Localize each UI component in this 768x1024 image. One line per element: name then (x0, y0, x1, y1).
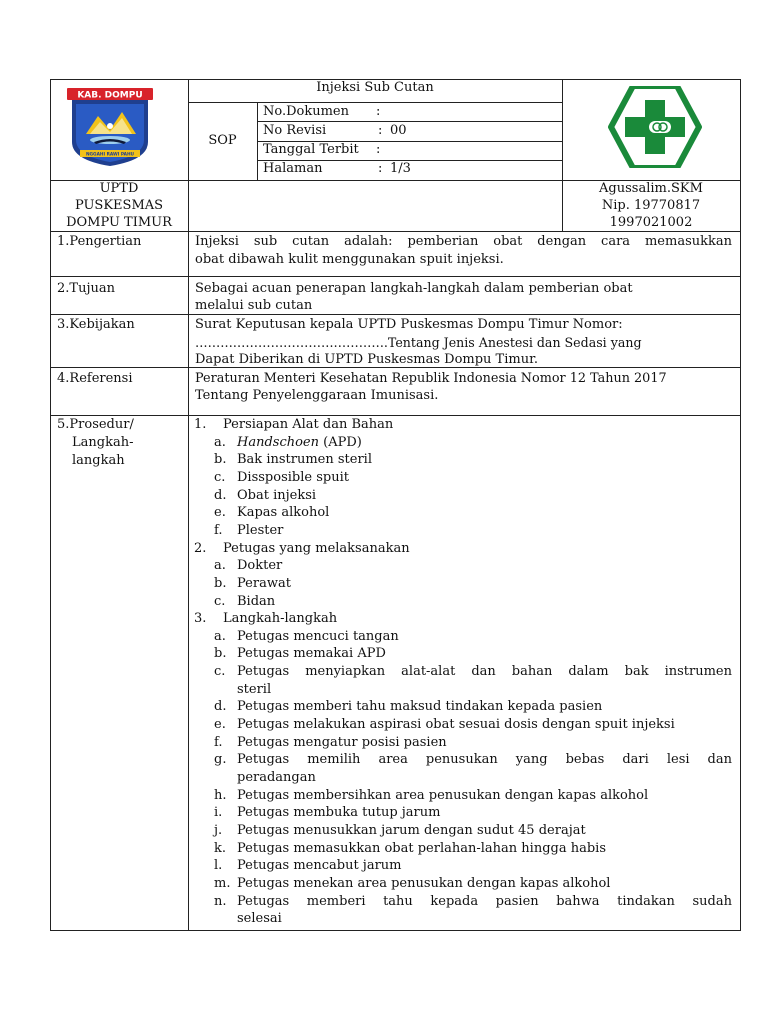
logo-left-motto: NGGAHI RAWI PAHU (85, 152, 135, 158)
meta-label-tanggal-terbit: Tanggal Terbit (263, 142, 359, 157)
section-label-prosedur-3: langkah (72, 453, 125, 468)
meta-label-no-dokumen: No.Dokumen (263, 104, 349, 119)
pengertian-line-2: obat dibawah kulit menggunakan spuit injeksi. (195, 252, 504, 267)
referensi-line-1: Peraturan Menteri Kesehatan Republik Indonesia Nomor 12 Tahun 2017 (195, 371, 667, 386)
signer-name: Agussalim.SKM (599, 181, 703, 196)
procedure-item-text-cont: steril (237, 681, 272, 697)
tujuan-line-1: Sebagai acuan penerapan langkah-langkah dalam pemberian obat (195, 281, 633, 296)
section-label-kebijakan: 3.Kebijakan (57, 317, 135, 332)
org-line-1: UPTD (99, 181, 139, 196)
signer-nip: Nip. 19770817 (601, 198, 701, 213)
section-label-referensi: 4.Referensi (57, 371, 133, 386)
procedure-item-text: Petugas menekan area penusukan dengan kapas alkohol (237, 875, 611, 891)
procedure-item-letter: b. (214, 575, 227, 591)
procedure-item-letter: i. (214, 805, 223, 821)
procedure-item-text: Petugas memakai APD (237, 646, 386, 662)
procedure-item-text: Petugas memberi tahu kepada pasien bahwa tindakan sudah (237, 893, 732, 909)
procedure-item-text: Petugas membuka tutup jarum (237, 805, 441, 821)
procedure-group-title: Persiapan Alat dan Bahan (223, 417, 394, 432)
section-label-prosedur-1: 5.Prosedur/ (57, 417, 134, 432)
procedure-item-letter: f. (214, 522, 223, 538)
section-label-prosedur-2: Langkah- (72, 435, 134, 450)
section-label-pengertian: 1.Pengertian (57, 234, 142, 249)
pengertian-line-1: Injeksi sub cutan adalah: pemberian obat dengan cara memasukkan (195, 234, 732, 249)
procedure-item-letter: c. (214, 664, 226, 680)
procedure-item-letter: j. (214, 822, 223, 838)
kab-dompu-logo (64, 86, 156, 170)
procedure-item-text: Petugas mencabut jarum (237, 858, 402, 874)
procedure-item-text: Dissposible spuit (237, 469, 349, 485)
procedure-item-text: Petugas membersihkan area penusukan dengan kapas alkohol (237, 787, 649, 803)
procedure-item-text: Obat injeksi (237, 487, 317, 503)
procedure-item-letter: n. (214, 893, 227, 909)
procedure-item-letter: b. (214, 452, 227, 468)
kab-dompu-emblem-icon (64, 86, 156, 170)
kebijakan-line-3: Dapat Diberikan di UPTD Puskesmas Dompu Timur. (195, 352, 539, 367)
procedure-item-text: Petugas memilih area penusukan yang bebas dari lesi dan (237, 752, 732, 768)
procedure-item-text: Bak instrumen steril (237, 452, 372, 468)
procedure-item-letter: g. (214, 752, 227, 768)
meta-sep-no-dokumen: : (376, 104, 381, 119)
meta-label-no-revisi: No Revisi (263, 123, 327, 138)
meta-sep-tanggal-terbit: : (376, 142, 381, 157)
procedure-group-number: 2. (194, 540, 207, 556)
procedure-item-letter: a. (214, 558, 226, 574)
procedure-item-text: Petugas menyiapkan alat-alat dan bahan dalam bak instrumen (237, 664, 732, 680)
signer-nip-cont: 1997021002 (609, 215, 693, 230)
kebijakan-line-2: ……………………………………….Tentang Jenis Anestesi dan Sedasi yang (195, 335, 642, 350)
procedure-item-letter: e. (214, 717, 226, 733)
org-line-2: PUSKESMAS (74, 198, 164, 213)
procedure-group-number: 3. (194, 611, 207, 627)
procedure-group-title: Langkah-langkah (223, 611, 338, 627)
procedure-item-letter: f. (214, 734, 223, 750)
puskesmas-logo (607, 86, 703, 168)
procedure-item-letter: d. (214, 699, 227, 715)
procedure-item-letter: k. (214, 840, 227, 856)
logo-left-text: KAB. DOMPU (77, 90, 143, 101)
procedure-item-letter: h. (214, 787, 227, 803)
procedure-item-text-cont: peradangan (237, 770, 316, 785)
procedure-item-text: Petugas melakukan aspirasi obat sesuai dosis dengan spuit injeksi (237, 717, 675, 733)
procedure-item-letter: c. (214, 469, 226, 485)
procedure-item-letter: a. (214, 434, 226, 450)
procedure-group-title: Petugas yang melaksanakan (223, 540, 410, 556)
procedure-item-text: Petugas memasukkan obat perlahan-lahan hingga habis (237, 840, 607, 856)
procedure-item-text: Handschoen (APD) (237, 434, 362, 450)
procedure-item-letter: b. (214, 646, 227, 662)
meta-value-no-revisi: 00 (390, 123, 407, 138)
procedure-item-text: Petugas mencuci tangan (237, 628, 399, 644)
tujuan-line-2: melalui sub cutan (195, 298, 313, 313)
procedure-item-letter: e. (214, 505, 226, 521)
procedure-item-letter: a. (214, 628, 226, 644)
meta-sep-no-revisi: : (378, 123, 383, 138)
procedure-item-text: Kapas alkohol (237, 505, 330, 521)
procedure-item-letter: c. (214, 593, 226, 609)
section-label-tujuan: 2.Tujuan (57, 281, 115, 296)
procedure-item-text: Petugas memberi tahu maksud tindakan kepada pasien (237, 699, 603, 715)
procedure-item-text: Petugas mengatur posisi pasien (237, 734, 447, 750)
procedure-item-text: Petugas menusukkan jarum dengan sudut 45 derajat (237, 822, 586, 838)
procedure-item-letter: l. (214, 858, 223, 874)
procedure-item-italic: Handschoen (237, 434, 319, 450)
meta-value-halaman: 1/3 (390, 161, 411, 176)
meta-label-halaman: Halaman (263, 161, 323, 176)
procedure-item-text: Plester (237, 522, 284, 538)
meta-sep-halaman: : (378, 161, 383, 176)
procedure-item-text-cont: selesai (237, 911, 282, 927)
org-line-3: DOMPU TIMUR (66, 215, 172, 230)
procedure-group-number: 1. (194, 417, 207, 432)
procedure-item-text: Bidan (237, 593, 276, 609)
procedure-item-letter: m. (214, 875, 231, 891)
sop-label: SOP (208, 133, 237, 148)
procedure-item-text: Perawat (237, 575, 291, 591)
procedure-item-letter: d. (214, 487, 227, 503)
procedure-item-text: Dokter (237, 558, 283, 574)
kebijakan-line-1: Surat Keputusan kepala UPTD Puskesmas Dompu Timur Nomor: (195, 317, 623, 332)
referensi-line-2: Tentang Penyelenggaraan Imunisasi. (195, 388, 439, 403)
document-title: Injeksi Sub Cutan (316, 80, 434, 95)
puskesmas-cross-icon (607, 86, 703, 168)
